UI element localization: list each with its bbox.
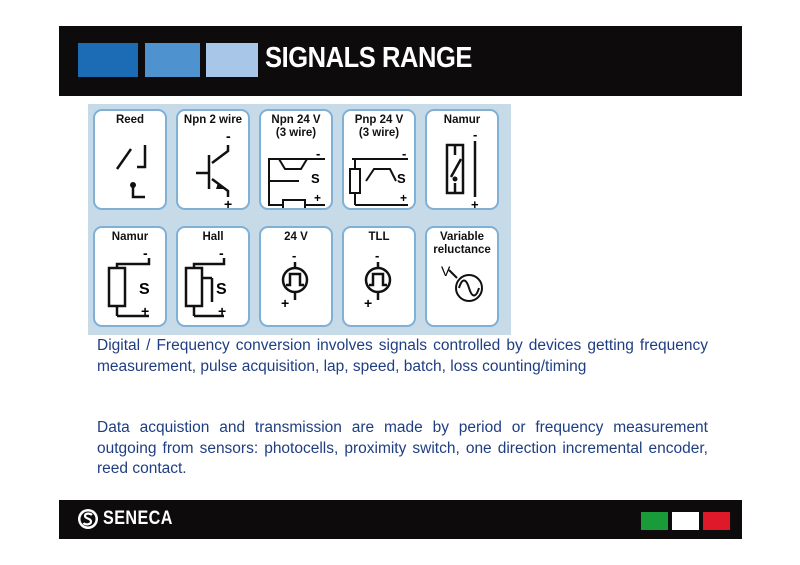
tile-label: Hall [202,231,224,243]
mark-signal: S [397,171,406,186]
tile-namur-switch [425,109,499,210]
tile-24v [259,226,333,327]
tile-label: Pnp 24 V (3 wire) [354,114,404,139]
flag-white-stripe [672,512,699,530]
polarity-minus: - [473,127,478,142]
flag-green-stripe [641,512,668,530]
polarity-minus: - [375,248,380,263]
tile-namur-sensor [93,226,167,327]
npn-3-wire-icon [261,111,331,208]
polarity-plus: + [281,295,290,311]
mark-plus: + [141,303,150,319]
tile-label: 24 V [284,231,308,243]
mark-minus: - [316,146,321,161]
npn-2-wire-icon [178,111,248,208]
reed-switch-icon [95,111,165,208]
polarity-minus: - [226,128,231,144]
tile-label: Npn 24 V (3 wire) [271,114,321,139]
tile-label: Reed [115,114,145,126]
mark-signal: S [139,281,150,298]
pulse-ttl-icon [344,228,414,325]
tile-hall [176,226,250,327]
polarity-plus: + [471,197,479,208]
tile-npn-2-wire [176,109,250,210]
pnp-3-wire-icon [344,111,414,208]
polarity-minus: - [292,248,297,263]
tile-tll [342,226,416,327]
tile-reed [93,109,167,210]
description-paragraph-2: Data acquistion and transmission are made by period or frequency measurement outgoing from sensors: photocells, proximity switch, one direction incremental encoder, reed contact. [97,419,708,477]
pulse-24v-icon [261,228,331,325]
page-title: SIGNALS RANGE [265,42,472,74]
tile-label: TLL [368,231,390,243]
flag-red-stripe [703,512,730,530]
mark-minus: - [402,146,407,161]
polarity-plus: + [364,295,373,311]
tile-pnp-24v-3-wire [342,109,416,210]
mark-minus: - [219,245,224,261]
footer-bar [59,500,742,539]
polarity-plus: + [224,196,233,208]
mark-plus: + [314,191,322,205]
tile-label: Npn 2 wire [183,114,243,126]
header-square-mid-blue [145,43,200,77]
mark-plus: + [218,303,227,319]
brand-name: SENECA [103,508,173,529]
tile-variable-reluctance [425,226,499,327]
tile-label: Variable reluctance [433,231,491,256]
mark-signal: S [216,281,227,298]
signal-types-panel [88,104,511,335]
seneca-logo-icon [77,508,99,530]
namur-sensor-icon [95,228,165,325]
tile-npn-24v-3-wire [259,109,333,210]
mark-voltage: V [441,263,451,279]
tile-label: Namur [111,231,149,243]
description-paragraph-1: Digital / Frequency conversion involves signals controlled by devices getting frequency measurement, pulse acquisition, lap, speed, batch, loss counting/timing [97,337,708,375]
mark-minus: - [143,245,148,261]
header-square-light-blue [206,43,258,77]
variable-reluctance-icon [427,228,497,325]
header-bar [59,26,742,96]
hall-sensor-icon [178,228,248,325]
tile-label: Namur [443,114,481,126]
header-square-blue [78,43,138,77]
namur-switch-icon [427,111,497,208]
mark-signal: S [311,171,320,186]
mark-plus: + [400,191,408,205]
